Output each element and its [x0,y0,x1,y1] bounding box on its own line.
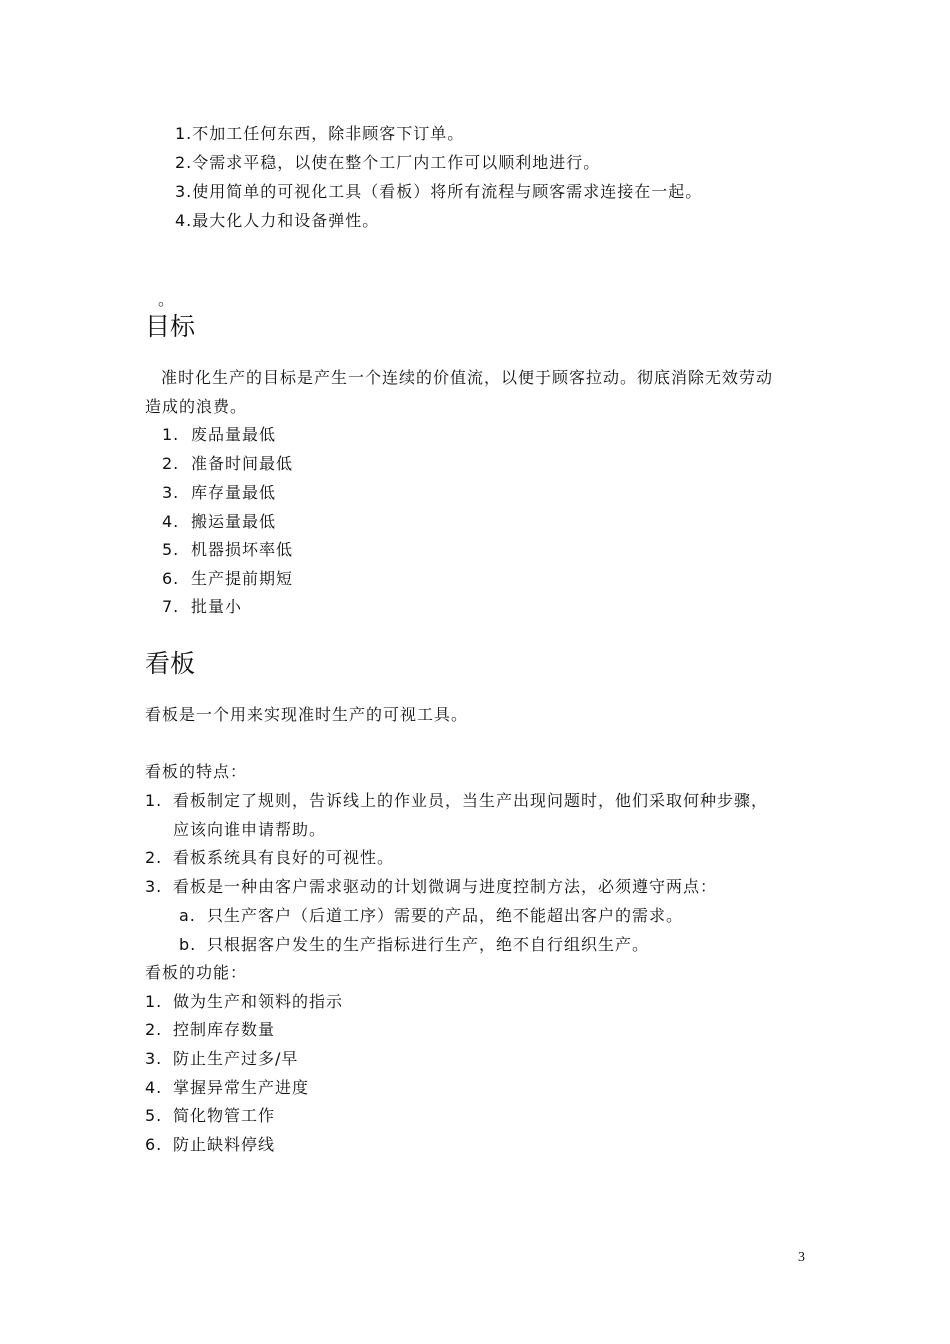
kanban-heading: 看板 [145,649,196,678]
list-item: 1. 看板制定了规则，告诉线上的作业员，当生产出现问题时，他们采取何种步骤， [145,791,769,810]
list-item: 7. 批量小 [162,597,243,616]
list-item: 3. 看板是一种由客户需求驱动的计划微调与进度控制方法，必须遵守两点： [145,877,718,896]
functions-title: 看板的功能： [145,963,248,982]
list-item: 2. 准备时间最低 [162,454,294,473]
list-item: 1. 废品量最低 [162,425,277,444]
sub-item: b. 只根据客户发生的生产指标进行生产，绝不自行组织生产。 [179,935,650,954]
list-item: 6. 防止缺料停线 [145,1135,276,1154]
page-number: 3 [798,1250,805,1265]
list-item: 1. 做为生产和领料的指示 [145,992,344,1011]
list-item: 3. 库存量最低 [162,483,277,502]
intro-item-1: 1.不加工任何东西，除非顾客下订单。 [175,124,465,143]
list-item: 3. 防止生产过多/早 [145,1049,299,1068]
features-title: 看板的特点： [145,762,248,781]
stray-mark: 。 [158,290,176,309]
goal-paragraph-line-2: 造成的浪费。 [145,397,248,416]
intro-item-2: 2.令需求平稳，以使在整个工厂内工作可以顺利地进行。 [175,153,601,172]
intro-item-3: 3.使用简单的可视化工具（看板）将所有流程与顾客需求连接在一起。 [175,182,703,201]
list-item: 5. 机器损坏率低 [162,540,294,559]
list-item: 5. 简化物管工作 [145,1106,276,1125]
list-item-continuation: 应该向谁申请帮助。 [173,820,327,839]
goal-heading: 目标 [145,312,196,341]
list-item: 6. 生产提前期短 [162,569,294,588]
intro-item-4: 4.最大化人力和设备弹性。 [175,211,380,230]
list-item: 2. 看板系统具有良好的可视性。 [145,848,395,867]
kanban-definition: 看板是一个用来实现准时生产的可视工具。 [145,705,469,724]
goal-paragraph-line-1: 准时化生产的目标是产生一个连续的价值流，以便于顾客拉动。彻底消除无效劳动 [161,368,774,387]
list-item: 2. 控制库存数量 [145,1020,276,1039]
list-item: 4. 搬运量最低 [162,512,277,531]
list-item: 4. 掌握异常生产进度 [145,1078,310,1097]
sub-item: a. 只生产客户（后道工序）需要的产品，绝不能超出客户的需求。 [179,906,684,925]
